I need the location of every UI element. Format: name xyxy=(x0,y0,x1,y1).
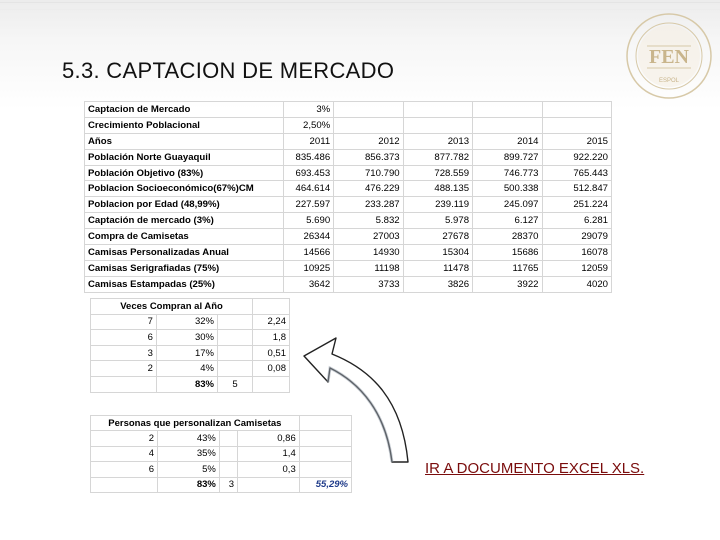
table-cell xyxy=(403,117,472,133)
table-cell: 32% xyxy=(156,314,217,330)
table-row xyxy=(85,229,612,245)
table-cell: 11765 xyxy=(473,260,542,276)
table-cell: 239.119 xyxy=(403,197,472,213)
table-row xyxy=(91,345,290,361)
table-cell: 512.847 xyxy=(542,181,612,197)
table-row xyxy=(85,197,612,213)
personalize-result-percent: 55,29% xyxy=(299,477,351,492)
table-cell: 500.338 xyxy=(473,181,542,197)
table-cell xyxy=(253,299,290,315)
curved-arrow-icon xyxy=(300,330,420,475)
table-cell: 11198 xyxy=(334,260,403,276)
table-cell: 3 xyxy=(91,345,157,361)
table-cell: 765.443 xyxy=(542,165,612,181)
table-cell: 2015 xyxy=(542,133,612,149)
table-cell: 2,50% xyxy=(284,117,334,133)
table-cell xyxy=(219,462,237,477)
table-cell: 30% xyxy=(156,330,217,346)
row-label: Camisas Serigrafiadas (75%) xyxy=(85,260,284,276)
fen-seal-logo xyxy=(625,12,713,100)
purchase-frequency-table xyxy=(90,298,290,393)
row-label: Camisas Personalizadas Anual xyxy=(85,245,284,261)
table-cell: 4% xyxy=(156,361,217,377)
table-cell: 28370 xyxy=(473,229,542,245)
table-cell: 3922 xyxy=(473,276,542,292)
table-cell: 233.287 xyxy=(334,197,403,213)
table-row xyxy=(85,165,612,181)
table-cell: 4 xyxy=(91,446,158,461)
table-cell xyxy=(334,117,403,133)
table-row xyxy=(85,276,612,292)
table-cell: 2013 xyxy=(403,133,472,149)
table-cell: 856.373 xyxy=(334,149,403,165)
row-label: Poblacion por Edad (48,99%) xyxy=(85,197,284,213)
table-cell: 26344 xyxy=(284,229,334,245)
table-cell: 27678 xyxy=(403,229,472,245)
table-cell xyxy=(473,117,542,133)
table-cell xyxy=(219,431,237,446)
table-cell: 1,8 xyxy=(253,330,290,346)
table-cell: 0,86 xyxy=(237,431,299,446)
table-cell: 15304 xyxy=(403,245,472,261)
table-cell: 693.453 xyxy=(284,165,334,181)
table-cell xyxy=(253,376,290,392)
table-cell: 3733 xyxy=(334,276,403,292)
slide-title: 5.3. CAPTACION DE MERCADO xyxy=(62,58,395,83)
table-cell: 14566 xyxy=(284,245,334,261)
row-label: Población Objetivo (83%) xyxy=(85,165,284,181)
table-cell: 0,3 xyxy=(237,462,299,477)
table-cell: 251.224 xyxy=(542,197,612,213)
row-label: Compra de Camisetas xyxy=(85,229,284,245)
table-cell: 728.559 xyxy=(403,165,472,181)
table-row xyxy=(91,314,290,330)
table-cell: 43% xyxy=(158,431,220,446)
table-cell: 2014 xyxy=(473,133,542,149)
table-cell: 877.782 xyxy=(403,149,472,165)
table-cell: 27003 xyxy=(334,229,403,245)
table-cell xyxy=(403,102,472,118)
table-row xyxy=(85,260,612,276)
frequency-total-percent: 83% xyxy=(156,376,217,392)
table-row xyxy=(91,361,290,377)
row-label: Camisas Estampadas (25%) xyxy=(85,276,284,292)
table-cell: 3% xyxy=(284,102,334,118)
table-cell: 2011 xyxy=(284,133,334,149)
table-row xyxy=(85,133,612,149)
table-cell xyxy=(334,102,403,118)
table-cell: 922.220 xyxy=(542,149,612,165)
table-header-row xyxy=(91,299,290,315)
table-cell: 2,24 xyxy=(253,314,290,330)
table-cell: 2 xyxy=(91,431,158,446)
table-cell xyxy=(91,376,157,392)
row-label: Captacion de Mercado xyxy=(85,102,284,118)
table-cell: 3826 xyxy=(403,276,472,292)
personalize-table-title: Personas que personalizan Camisetas xyxy=(91,416,300,431)
table-total-row xyxy=(91,376,290,392)
table-cell xyxy=(542,102,612,118)
table-cell: 227.597 xyxy=(284,197,334,213)
table-cell xyxy=(217,361,252,377)
table-cell xyxy=(217,345,252,361)
table-cell: 29079 xyxy=(542,229,612,245)
table-cell: 746.773 xyxy=(473,165,542,181)
top-decor-line-2 xyxy=(0,9,720,10)
row-label: Poblacion Socioeconómico(67%)CM xyxy=(85,181,284,197)
table-cell: 10925 xyxy=(284,260,334,276)
table-cell: 5.690 xyxy=(284,213,334,229)
table-cell: 3642 xyxy=(284,276,334,292)
table-cell: 2 xyxy=(91,361,157,377)
table-cell: 488.135 xyxy=(403,181,472,197)
table-cell: 710.790 xyxy=(334,165,403,181)
table-cell: 7 xyxy=(91,314,157,330)
personalize-total-percent: 83% xyxy=(158,477,220,492)
table-cell xyxy=(237,477,299,492)
table-row xyxy=(85,149,612,165)
table-cell xyxy=(217,314,252,330)
table-cell: 464.614 xyxy=(284,181,334,197)
table-row xyxy=(85,117,612,133)
table-cell: 6 xyxy=(91,462,158,477)
top-decor-line-1 xyxy=(0,2,720,3)
row-label: Años xyxy=(85,133,284,149)
table-cell: 14930 xyxy=(334,245,403,261)
table-cell: 6.127 xyxy=(473,213,542,229)
frequency-table-title: Veces Compran al Año xyxy=(91,299,253,315)
table-cell: 17% xyxy=(156,345,217,361)
table-cell: 6 xyxy=(91,330,157,346)
table-cell xyxy=(217,330,252,346)
excel-document-link[interactable]: IR A DOCUMENTO EXCEL XLS. xyxy=(425,460,645,477)
market-capture-table xyxy=(84,101,612,293)
logo-text: FEN xyxy=(649,46,689,68)
table-cell xyxy=(473,102,542,118)
table-row xyxy=(85,245,612,261)
table-cell xyxy=(219,446,237,461)
table-cell: 2012 xyxy=(334,133,403,149)
frequency-total-value: 5 xyxy=(217,376,252,392)
table-cell: 16078 xyxy=(542,245,612,261)
table-total-row xyxy=(91,477,352,492)
table-cell xyxy=(91,477,158,492)
table-cell: 476.229 xyxy=(334,181,403,197)
personalize-total-value: 3 xyxy=(219,477,237,492)
table-cell: 0,08 xyxy=(253,361,290,377)
table-cell: 835.486 xyxy=(284,149,334,165)
table-row xyxy=(85,102,612,118)
table-cell: 11478 xyxy=(403,260,472,276)
table-cell: 12059 xyxy=(542,260,612,276)
table-cell: 1,4 xyxy=(237,446,299,461)
table-cell: 15686 xyxy=(473,245,542,261)
table-row xyxy=(91,330,290,346)
table-cell xyxy=(542,117,612,133)
table-cell: 899.727 xyxy=(473,149,542,165)
table-cell: 5% xyxy=(158,462,220,477)
row-label: Crecimiento Poblacional xyxy=(85,117,284,133)
row-label: Población Norte Guayaquil xyxy=(85,149,284,165)
table-cell: 5.978 xyxy=(403,213,472,229)
table-cell: 0,51 xyxy=(253,345,290,361)
row-label: Captación de mercado (3%) xyxy=(85,213,284,229)
table-cell: 245.097 xyxy=(473,197,542,213)
table-row xyxy=(85,181,612,197)
table-cell: 4020 xyxy=(542,276,612,292)
table-cell: 35% xyxy=(158,446,220,461)
table-cell: 5.832 xyxy=(334,213,403,229)
table-cell: 6.281 xyxy=(542,213,612,229)
logo-sub-text: ESPOL xyxy=(658,78,680,84)
table-row xyxy=(85,213,612,229)
